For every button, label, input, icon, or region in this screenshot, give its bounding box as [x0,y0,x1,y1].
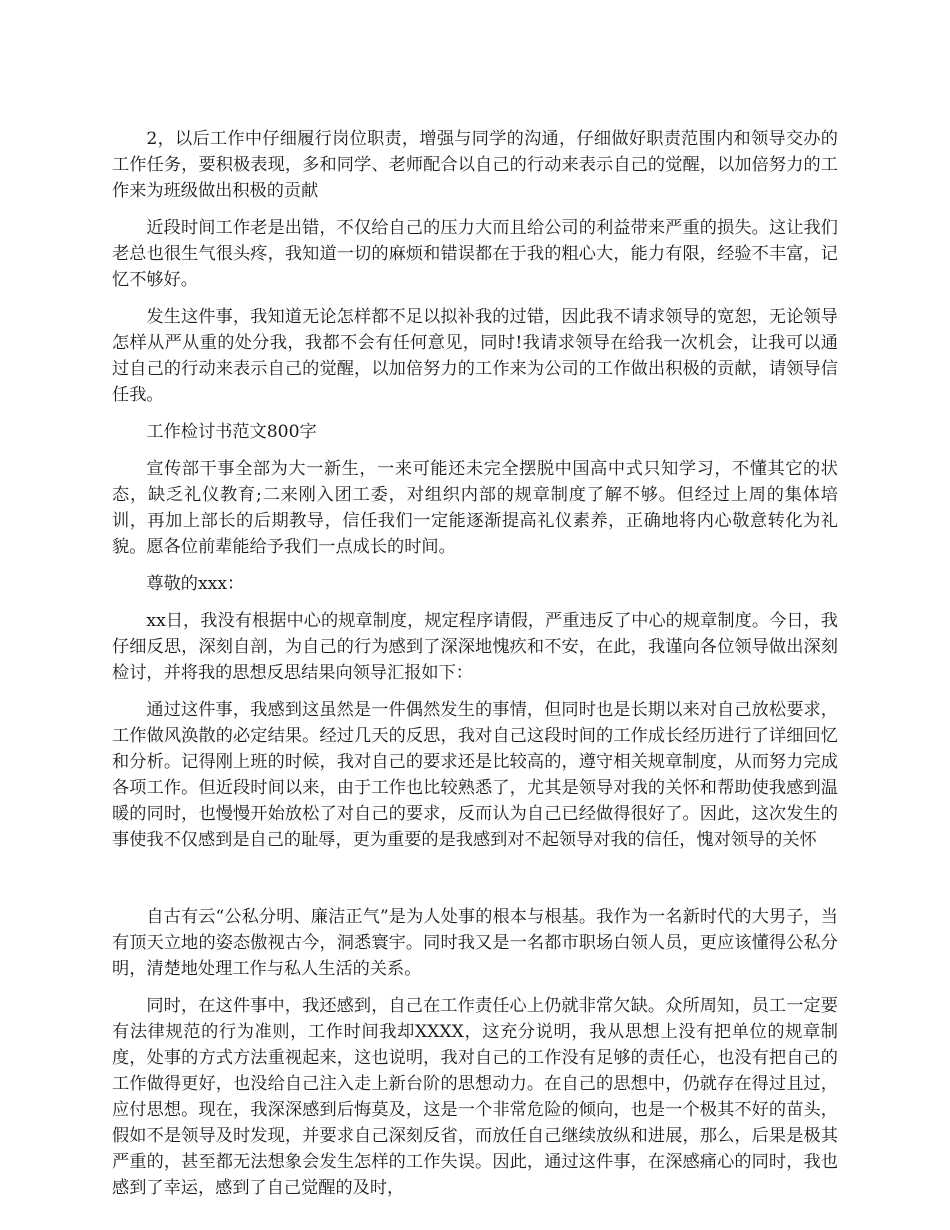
paragraph: 通过这件事，我感到这虽然是一件偶然发生的事情，但同时也是长期以来对自己放松要求，工作做风涣散的必定结果。经过几天的反思，我对自己这段时间的工作成长经历进行了详细回忆和分析。记得刚上班的时候，我对自己的要求还是比较高的，遵守相关规章制度，从而努力完成各项工作。但近段时间以来，由于工作也比较熟悉了，尤其是领导对我的关怀和帮助使我感到温暖的同时，也慢慢开始放松了对自己的要求，反而认为自己已经做得很好了。因此，这次发生的事使我不仅感到是自己的耻辱，更为重要的是我感到对不起领导对我的信任，愧对领导的关怀 [112,700,838,850]
paragraph: 同时，在这件事中，我还感到，自己在工作责任心上仍就非常欠缺。众所周知，员工一定要有法律规范的行为准则，工作时间我却XXXX，这充分说明，我从思想上没有把单位的规章制度，处事的方式方法重视起来，这也说明，我对自己的工作没有足够的责任心，也没有把自己的工作做得更好，也没给自己注入走上新台阶的思想动力。在自己的思想中，仍就存在得过且过，应付思想。现在，我深深感到后悔莫及，这是一个非常危险的倾向，也是一个极其不好的苗头，假如不是领导及时发现，并要求自己深刻反省，而放任自己继续放纵和进展，那么，后果是极其严重的，甚至都无法想象会发生怎样的工作失误。因此，通过这件事，在深感痛心的同时，我也感到了幸运，感到了自己觉醒的及时， [112,996,838,1198]
paragraph-gap [112,864,838,904]
paragraph: 宣传部干事全部为大一新生，一来可能还未完全摆脱中国高中式只知学习，不懂其它的状态，缺乏礼仪教育;二来刚入团工委，对组织内部的规章制度了解不够。但经过上周的集体培训，再加上部长的后期教导，信任我们一定能逐渐提高礼仪素养，正确地将内心敬意转化为礼貌。愿各位前辈能给予我们一点成长的时间。 [112,459,838,557]
paragraph: 发生这件事，我知道无论怎样都不足以拟补我的过错，因此我不请求领导的宽恕，无论领导怎样从严从重的处分我，我都不会有任何意见，同时!我请求领导在给我一次机会，让我可以通过自己的行动来表示自己的觉醒，以加倍努力的工作来为公司的工作做出积极的贡献，请领导信任我。 [112,307,838,405]
paragraph: 近段时间工作老是出错，不仅给自己的压力大而且给公司的利益带来严重的损失。这让我们老总也很生气很头疼，我知道一切的麻烦和错误都在于我的粗心大，能力有限，经验不丰富，记忆不够好。 [112,218,838,290]
paragraph: 自古有云“公私分明、廉洁正气”是为人处事的根本与根基。我作为一名新时代的大男子，当有顶天立地的姿态傲视古今，洞悉寰宇。同时我又是一名都市职场白领人员，更应该懂得公私分明，清楚地处理工作与私人生活的关系。 [112,907,838,979]
section-heading: 工作检讨书范文800字 [146,422,317,442]
paragraph: xx日，我没有根据中心的规章制度，规定程序请假，严重违反了中心的规章制度。今日，我仔细反思，深刻自剖，为自己的行为感到了深深地愧疚和不安，在此，我谨向各位领导做出深刻检讨，并将我的思想反思结果向领导汇报如下： [112,611,838,683]
salutation: 尊敬的xxx： [146,574,245,594]
document-body [112,126,838,1212]
paragraph: 2，以后工作中仔细履行岗位职责，增强与同学的沟通，仔细做好职责范围内和领导交办的工作任务，要积极表现，多和同学、老师配合以自己的行动来表示自己的觉醒，以加倍努力的工作来为班级做出积极的贡献 [112,129,838,201]
